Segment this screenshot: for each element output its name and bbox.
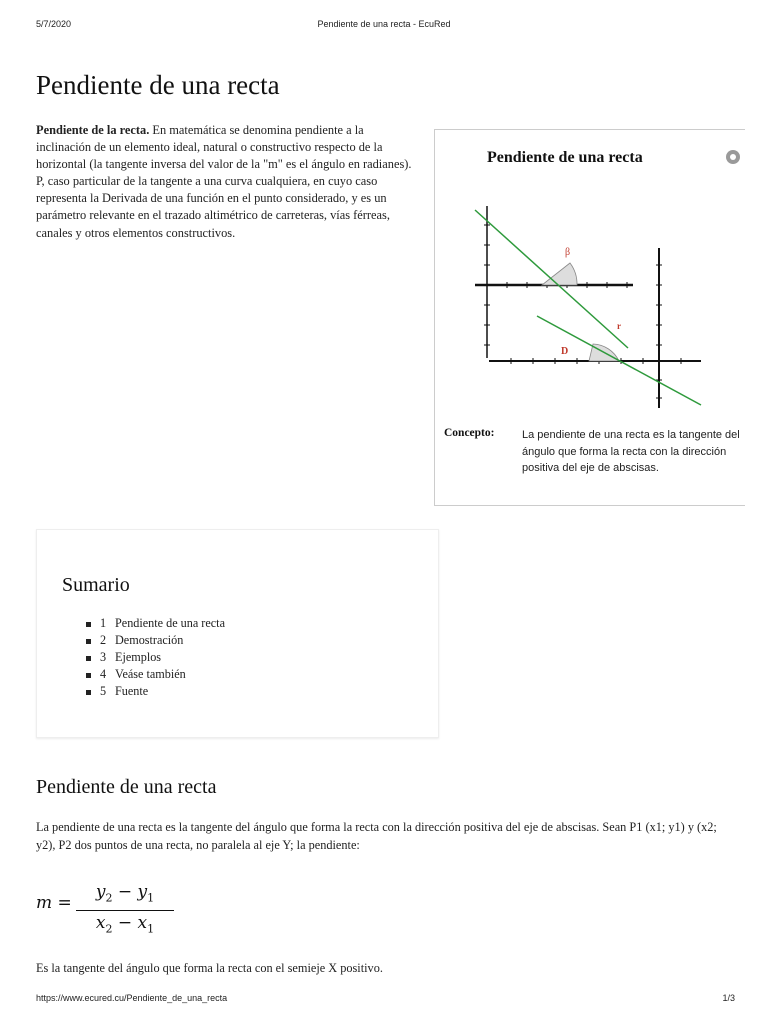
toc-number: 5 xyxy=(100,684,107,698)
line-r xyxy=(475,210,628,348)
formula-lhs: m = xyxy=(36,893,72,913)
section-paragraph: La pendiente de una recta es la tangente del ángulo que forma la recta con la dirección positiva del eje de abscisas. Sean P1 (x1; y1) y (x2; y2), P2 dos puntos de una recta, no paralela al eje Y; la pendiente: xyxy=(36,820,717,852)
toc-number: 2 xyxy=(100,633,107,647)
infobox-title: Pendiente de una recta xyxy=(487,149,643,166)
toc-item-ejemplos[interactable] xyxy=(86,649,225,666)
section-heading: Pendiente de una recta xyxy=(36,776,217,798)
formula-var: x xyxy=(95,913,106,934)
print-title: Pendiente de una recta - EcuRed xyxy=(317,19,451,29)
toc-number: 3 xyxy=(100,650,107,664)
toc-item-demostracion[interactable] xyxy=(86,632,225,649)
formula-sub: 2 xyxy=(105,891,113,905)
formula-sub: 1 xyxy=(147,891,155,905)
formula-var: x xyxy=(137,913,148,934)
toc-item-pendiente[interactable] xyxy=(86,615,225,632)
toc-link[interactable]: Demostración xyxy=(115,633,184,647)
formula-sub: 2 xyxy=(105,922,113,936)
slope-diagram xyxy=(435,130,745,420)
formula-op: − xyxy=(112,913,138,934)
infobox xyxy=(434,129,745,506)
concept-label: Concepto: xyxy=(444,427,495,439)
toc-link[interactable]: Pendiente de una recta xyxy=(115,616,225,630)
toc-item-fuente[interactable] xyxy=(86,683,225,700)
closing-sentence: Es la tangente del ángulo que forma la recta con el semieje X positivo. xyxy=(36,961,383,975)
toc-number: 4 xyxy=(100,667,107,681)
toc-title: Sumario xyxy=(62,574,130,596)
toc-list xyxy=(86,615,225,700)
formula-denominator xyxy=(76,912,174,940)
intro-bold-term: Pendiente de la recta. xyxy=(36,123,150,137)
print-footer xyxy=(0,993,768,1007)
alpha-label: D xyxy=(561,346,569,357)
print-header xyxy=(0,19,768,33)
toc-link[interactable]: Veáse también xyxy=(115,667,186,681)
print-page-number: 1/3 xyxy=(722,993,735,1003)
formula-fraction xyxy=(76,881,174,941)
concept-text: La pendiente de una recta es la tangente del ángulo que forma la recta con la dirección positiva del eje de abscisas. xyxy=(522,429,740,474)
beta-label: β xyxy=(565,247,571,258)
toc-number: 1 xyxy=(100,616,107,630)
r-label: r xyxy=(617,321,621,331)
print-date: 5/7/2020 xyxy=(36,19,72,29)
formula-sub: 1 xyxy=(147,922,155,936)
formula-var: y xyxy=(137,882,148,902)
print-url[interactable]: https://www.ecured.cu/Pendiente_de_una_recta xyxy=(36,993,228,1003)
formula-var: y xyxy=(95,882,106,902)
page-title: Pendiente de una recta xyxy=(36,70,280,100)
formula-numerator xyxy=(76,881,174,909)
toc-item-vease-tambien[interactable] xyxy=(86,666,225,683)
intro-text: En matemática se denomina pendiente a la inclinación de un elemento ideal, natural o constructivo respecto de la horizontal (la tangente inversa del valor de la "m" es el ángulo en radianes). P, caso particular de la tangente a una curva cualquiera, en cuyo caso representa la Derivada de una función en el punto considerado, y es un parámetro relevante en el trazado altimétrico de carreteras, vías férreas, canales y otros elementos constructivos. xyxy=(36,123,412,240)
toc-link[interactable]: Fuente xyxy=(115,684,149,698)
toc-link[interactable]: Ejemplos xyxy=(115,650,162,664)
fraction-bar xyxy=(76,910,174,911)
intro-paragraph xyxy=(36,122,414,242)
formula-op: − xyxy=(112,882,138,902)
table-of-contents xyxy=(36,529,439,738)
beta-angle xyxy=(542,263,577,285)
